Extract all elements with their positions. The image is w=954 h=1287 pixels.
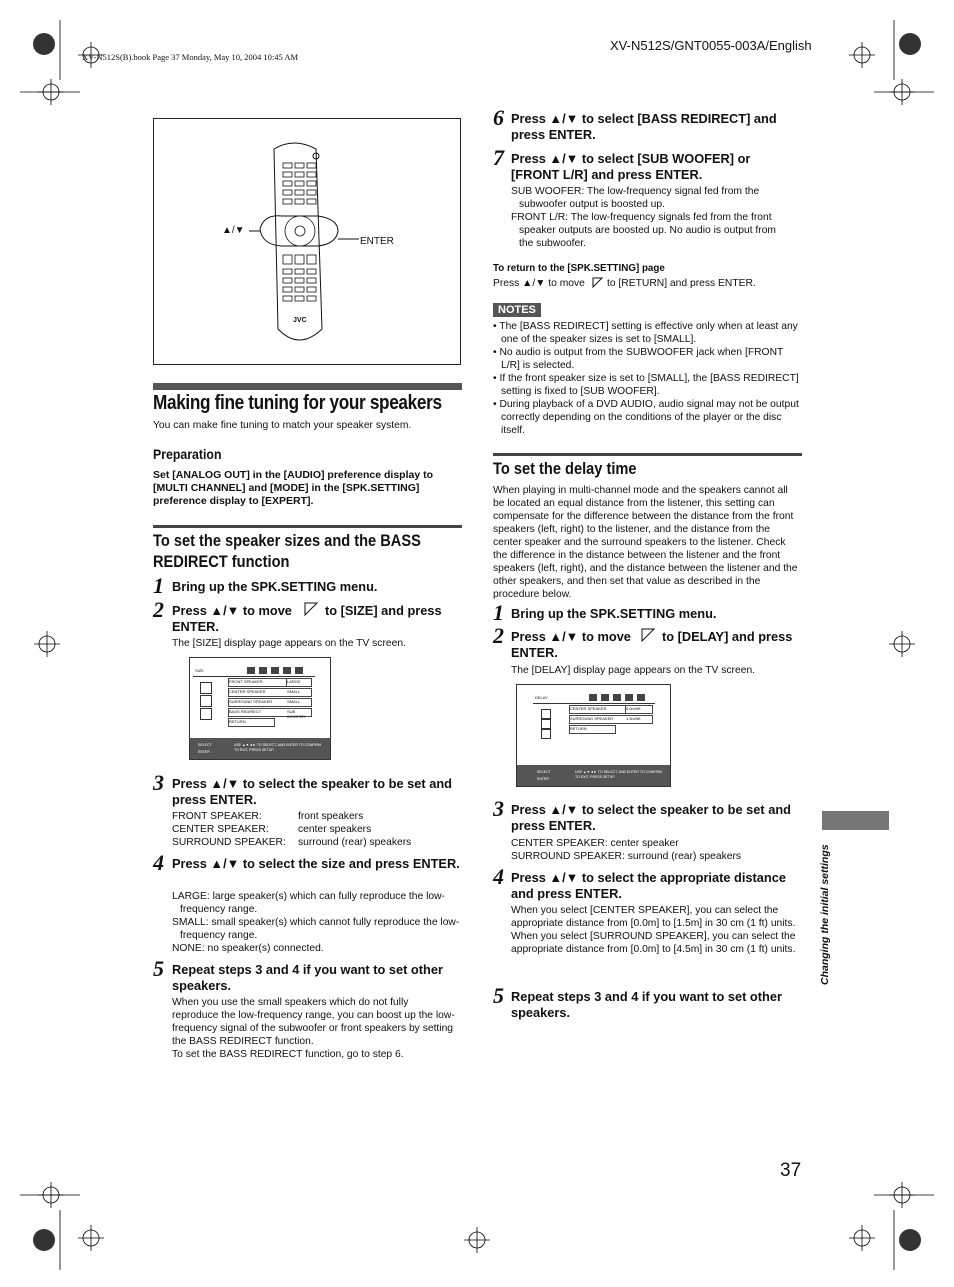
brand-logo: JVC (293, 317, 307, 324)
step7-options: SUB WOOFER: The low-frequency signal fed from the subwoofer output is boosted up. FRONT L/R: The low-frequency signals fed from the front speaker outputs are boosted up. No audio is output from the subwoofer. (511, 186, 777, 249)
subsection-rule (153, 525, 462, 528)
book-info: XV-N512S(B).book Page 37 Monday, May 10, 2004 10:45 AM (82, 52, 299, 62)
step-number: 3 (493, 796, 504, 821)
step-text: to [SIZE] and press (325, 603, 442, 618)
step-text: Press ▲/▼ to select the size and press ENTER. (172, 856, 460, 871)
screen-icons (245, 664, 315, 676)
step-number: 4 (493, 864, 504, 889)
step-text: Press ▲/▼ to select the speaker to be set and press ENTER. (172, 776, 452, 807)
step-number: 2 (153, 597, 164, 622)
step3-lines: CENTER SPEAKER: center speaker SURROUND SPEAKER: surround (rear) speakers (511, 838, 742, 862)
step-number: 1 (153, 573, 164, 598)
step-text: Press ▲/▼ to move (511, 629, 631, 644)
step-text: ENTER. (172, 619, 219, 634)
remote-control-illustration (154, 119, 460, 364)
cursor-icon (591, 276, 604, 289)
screen-row: SURROUND SPEAKER 1.5m/5ft (569, 715, 653, 724)
screen-row: BASS REDIRECT SUB WOOFER (228, 708, 312, 717)
screen-row: SURROUND SPEAKER SMALL (228, 698, 312, 707)
section-rule (153, 383, 462, 390)
step-number: 5 (153, 956, 164, 981)
subsection-title-line2: REDIRECT function (153, 552, 290, 571)
screen-footer: SELECT ENTER USE ▲▼◄► TO SELECT, AND ENTER TO CONFIRM TO EXIT, PRESS SETUP. (517, 765, 670, 786)
step5-body: When you use the small speakers which do not fully reproduce the low-frequency range, you can boost up the low-frequency signal of the subwoofer or front speakers by setting the BASS REDIRECT function. (172, 997, 455, 1047)
step-text: Bring up the SPK.SETTING menu. (172, 579, 378, 594)
subsection-title (153, 530, 454, 572)
cursor-icon (640, 627, 656, 643)
subsection-title-line1: To set the speaker sizes and the BASS (153, 531, 421, 550)
step-note: The [DELAY] display page appears on the TV screen. (511, 665, 756, 676)
screen-row: CENTER SPEAKER SMALL (228, 688, 312, 697)
step-text: ENTER. (511, 645, 558, 660)
speaker-table: FRONT SPEAKER: front speakers CENTER SPEAKER: center speakers SURROUND SPEAKER: surround (rear) speakers (172, 811, 412, 848)
screen-title: DELAY (535, 695, 548, 700)
screen-row: RETURN (569, 725, 616, 734)
screen-row: CENTER SPEAKER 0.0m/0ft (569, 705, 653, 714)
step-text: Press ▲/▼ to move (172, 603, 292, 618)
return-text: to [RETURN] and press ENTER. (607, 278, 756, 289)
remote-figure (153, 118, 461, 365)
section-tab (822, 811, 889, 830)
section-intro: You can make fine tuning to match your speaker system. (153, 420, 412, 431)
step-number: 4 (153, 850, 164, 875)
step-number: 1 (493, 600, 504, 625)
cursor-icon (303, 601, 319, 617)
return-heading: To return to the [SPK.SETTING] page (493, 263, 665, 274)
notes-label: NOTES (493, 303, 541, 317)
step-number: 6 (493, 105, 504, 130)
step-text: Press ▲/▼ to select [SUB WOOFER] or [FRONT L/R] and press ENTER. (511, 151, 751, 182)
model-header: XV-N512S/GNT0055-003A/English (610, 38, 812, 53)
size-screen (189, 657, 331, 760)
step-text: Press ▲/▼ to select the appropriate distance and press ENTER. (511, 870, 786, 901)
page-number: 37 (780, 1160, 802, 1181)
screen-icons (587, 691, 657, 703)
delay-title: To set the delay time (493, 459, 637, 478)
step-number: 7 (493, 145, 504, 170)
section-side-label: Changing the initial settings (819, 844, 831, 985)
step4-lines: When you select [CENTER SPEAKER], you can select the appropriate distance from [0.0m] to [1.5m] in 30 cm (1 ft) units. When you select [SURROUND SPEAKER], you can select the appropriate distance from [0.0m] to [4.5m] in 30 cm (1 ft) units. (511, 905, 796, 955)
step5-body2: To set the BASS REDIRECT function, go to step 6. (172, 1049, 404, 1060)
enter-label: ENTER (360, 236, 394, 247)
notes-list: • The [BASS REDIRECT] setting is effective only when at least any one of the speaker sizes is set to [SMALL]. • No audio is output from the SUBWOOFER jack when [FRONT L/R] is selected. • If the front speaker size is set to [SMALL], the [BASS REDIRECT] setting is fixed to [SUB WOOFER]. • During playback of a DVD AUDIO, audio signal may not be output correctly depending on the conditions of the player or the disc itself. (493, 321, 799, 436)
step-number: 2 (493, 623, 504, 648)
screen-footer: SELECT ENTER USE ▲▼◄► TO SELECT, AND ENTER TO CONFIRM TO EXIT, PRESS SETUP. (190, 738, 330, 759)
step-number: 5 (493, 983, 504, 1008)
screen-row: RETURN (228, 718, 275, 727)
step-number: 3 (153, 770, 164, 795)
preparation-heading: Preparation (153, 446, 222, 462)
screen-title: SIZE (195, 668, 204, 673)
preparation-text: Set [ANALOG OUT] in the [AUDIO] preference display to [MULTI CHANNEL] and [MODE] in the [SPK.SETTING] preference display to [EXPERT]. (153, 469, 434, 507)
step-text: Press ▲/▼ to select the speaker to be set and press ENTER. (511, 802, 791, 833)
step-text: Bring up the SPK.SETTING menu. (511, 606, 717, 621)
section-title: Making fine tuning for your speakers (153, 392, 442, 414)
step-text: to [DELAY] and press (662, 629, 793, 644)
delay-screen (516, 684, 671, 787)
size-options: LARGE: large speaker(s) which can fully reproduce the low-frequency range. SMALL: small speaker(s) which cannot fully reproduce the low-frequency range. NONE: no speaker(s) connected. (172, 891, 460, 954)
arrows-label: ▲/▼ (222, 225, 245, 236)
step-text: Repeat steps 3 and 4 if you want to set other speakers. (172, 962, 443, 993)
return-text: Press ▲/▼ to move (493, 278, 585, 289)
screen-row: FRONT SPEAKER LARGE (228, 678, 312, 687)
step-note: The [SIZE] display page appears on the TV screen. (172, 638, 406, 649)
step-text: Press ▲/▼ to select [BASS REDIRECT] and press ENTER. (511, 111, 777, 142)
delay-rule (493, 453, 802, 456)
delay-intro: When playing in multi-channel mode and the speakers cannot all be located an equal distance from the listener, this setting can compensate for the difference between the distance from the front speakers (left, right) to the listener, and the distance from the center speaker and the surround speakers to the listener. Check the difference in the distance between the listener and the front speakers (left, right), and the distance between the listener and the other speakers, and then set that value as described in the procedure below. (493, 485, 798, 600)
step-text: Repeat steps 3 and 4 if you want to set other speakers. (511, 989, 782, 1020)
